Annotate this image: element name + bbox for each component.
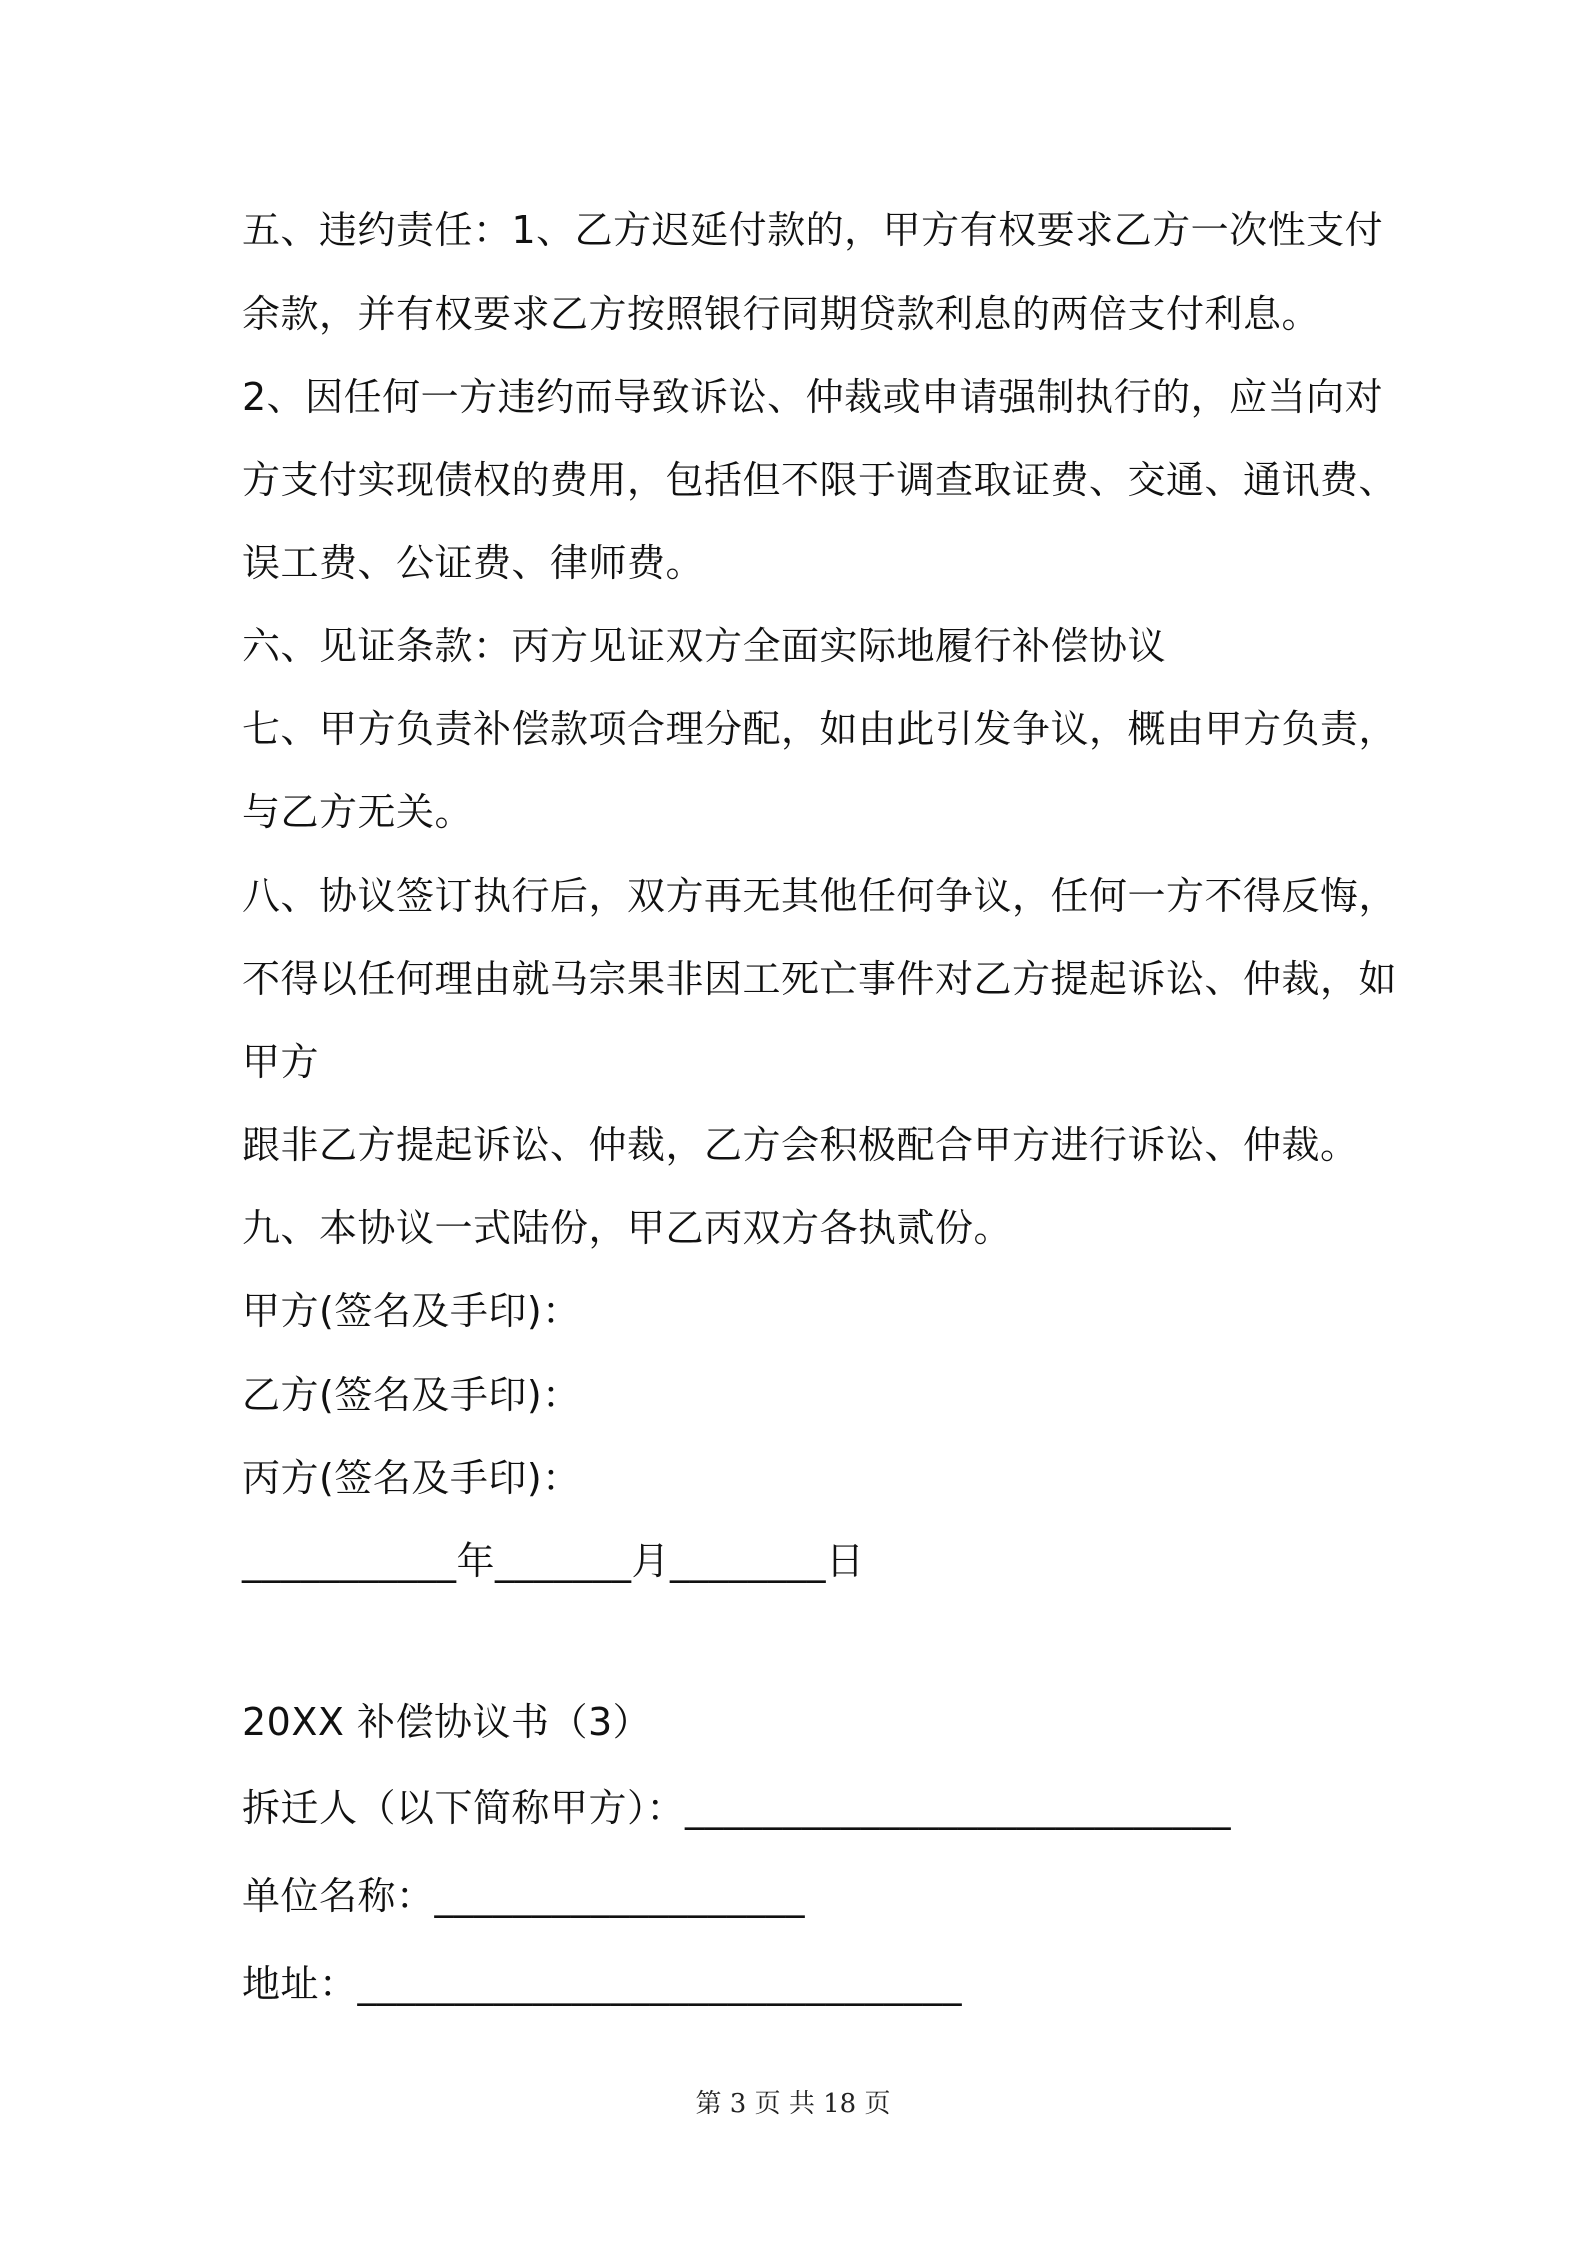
field-demolisher: 拆迁人（以下简称甲方）：____________________________ bbox=[242, 1786, 1232, 1830]
text-line: 2、因任何一方违约而导致诉讼、仲裁或申请强制执行的，应当向对 bbox=[242, 375, 1384, 419]
text-line: 九、本协议一式陆份，甲乙丙双方各执贰份。 bbox=[242, 1206, 1013, 1250]
date-line: ___________年_______月________日 bbox=[242, 1539, 865, 1583]
text-line: 八、协议签订执行后，双方再无其他任何争议，任何一方不得反悔， bbox=[242, 874, 1398, 918]
text-line: 六、见证条款：丙方见证双方全面实际地履行补偿协议 bbox=[242, 624, 1167, 668]
signature-line-party-b: 乙方(签名及手印)： bbox=[242, 1373, 581, 1417]
text-line: 方支付实现债权的费用，包括但不限于调查取证费、交通、通讯费、 bbox=[242, 458, 1398, 502]
text-line: 不得以任何理由就马宗果非因工死亡事件对乙方提起诉讼、仲裁，如 bbox=[242, 957, 1398, 1001]
text-line: 甲方 bbox=[242, 1040, 320, 1084]
signature-line-party-c: 丙方(签名及手印)： bbox=[242, 1456, 581, 1500]
text-line: 与乙方无关。 bbox=[242, 790, 474, 834]
page-footer: 第 3 页 共 18 页 bbox=[695, 2089, 891, 2119]
field-address: 地址：_______________________________ bbox=[242, 1962, 963, 2006]
text-line: 七、甲方负责补偿款项合理分配，如由此引发争议，概由甲方负责， bbox=[242, 707, 1398, 751]
section-title: 20XX 补偿协议书（3） bbox=[242, 1700, 652, 1744]
signature-line-party-a: 甲方(签名及手印)： bbox=[242, 1289, 581, 1333]
field-unit-name: 单位名称：___________________ bbox=[242, 1874, 806, 1918]
text-line: 跟非乙方提起诉讼、仲裁，乙方会积极配合甲方进行诉讼、仲裁。 bbox=[242, 1123, 1359, 1167]
text-line: 五、违约责任：1、乙方迟延付款的，甲方有权要求乙方一次性支付 bbox=[242, 208, 1384, 252]
text-line: 误工费、公证费、律师费。 bbox=[242, 541, 705, 585]
text-line: 余款，并有权要求乙方按照银行同期贷款利息的两倍支付利息。 bbox=[242, 292, 1321, 336]
